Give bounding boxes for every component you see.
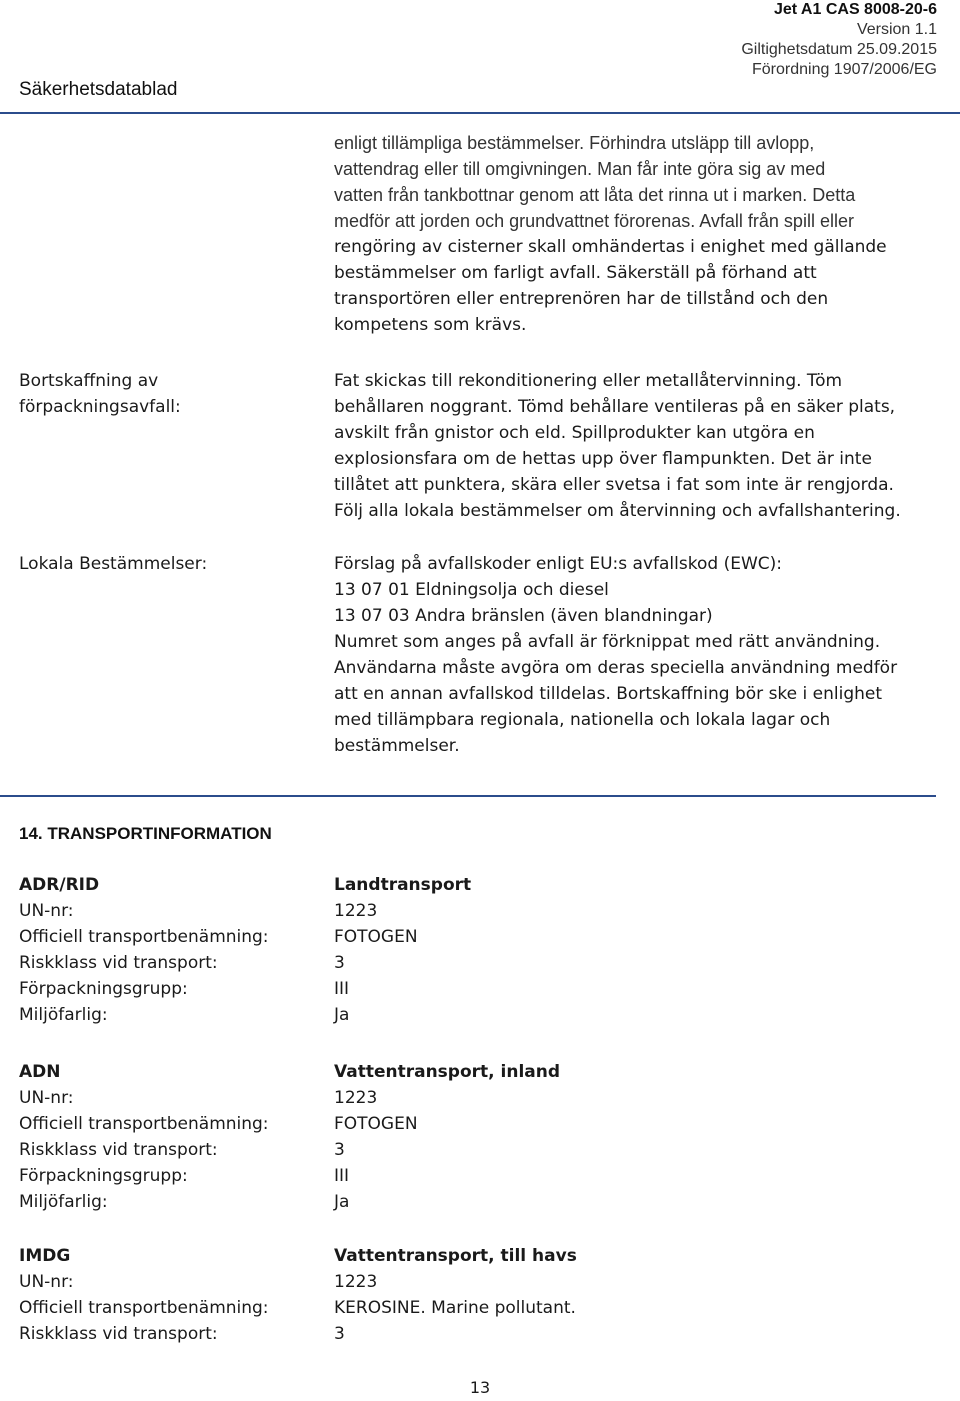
row-value: 3	[334, 1324, 345, 1344]
text-line: explosionsfara om de hettas upp över flampunkten. Det är inte	[334, 449, 872, 469]
row-value: 3	[334, 1140, 345, 1160]
text-line: enligt tillämpliga bestämmelser. Förhindra utsläpp till avlopp,	[334, 133, 815, 153]
info-row	[19, 924, 919, 950]
row-label: Officiell transportbenämning:	[19, 1114, 269, 1134]
row-value: 1223	[334, 1088, 378, 1108]
row-label: Riskklass vid transport:	[19, 1140, 218, 1160]
page-number: 13	[469, 1378, 491, 1397]
text-line: kompetens som krävs.	[334, 315, 527, 335]
section-title: 14. TRANSPORTINFORMATION	[19, 824, 272, 843]
text-line: medför att jorden och grundvattnet förorenas. Avfall från spill eller	[334, 211, 854, 231]
text-line: Följ alla lokala bestämmelser om återvinning och avfallshantering.	[334, 501, 901, 521]
block-code: ADN	[19, 1062, 61, 1082]
block-heading	[19, 1059, 919, 1085]
label-line: förpackningsavfall:	[19, 397, 181, 417]
block-heading	[19, 1243, 919, 1269]
text-line: vatten från tankbottnar genom att låta det rinna ut i marken. Detta	[334, 185, 856, 205]
local-regulations-text	[334, 551, 934, 759]
regulation-text: Förordning 1907/2006/EG	[751, 61, 937, 78]
info-row	[19, 1111, 919, 1137]
info-row	[19, 976, 919, 1002]
block-heading	[19, 872, 919, 898]
text-line: Fat skickas till rekonditionering eller metallåtervinning. Töm	[334, 371, 843, 391]
local-regulations-label	[19, 551, 319, 577]
row-label: Riskklass vid transport:	[19, 1324, 218, 1344]
row-label: Officiell transportbenämning:	[19, 1298, 269, 1318]
info-row	[19, 1295, 919, 1321]
info-row	[19, 1085, 919, 1111]
imdg-block	[19, 1243, 919, 1347]
row-label: Officiell transportbenämning:	[19, 927, 269, 947]
info-row	[19, 1321, 919, 1347]
row-value: Ja	[334, 1192, 350, 1212]
text-line: med tillämpbara regionala, nationella och lokala lagar och	[334, 710, 831, 730]
row-label: Miljöfarlig:	[19, 1192, 108, 1212]
info-row	[19, 1269, 919, 1295]
row-value: Ja	[334, 1005, 350, 1025]
product-name: Jet A1 CAS 8008-20-6	[773, 1, 937, 18]
section-divider	[0, 795, 936, 797]
text-line: vattendrag eller till omgivningen. Man får inte göra sig av med	[334, 159, 826, 179]
disposal-continued-text	[334, 130, 934, 338]
adr-rid-block	[19, 872, 919, 1028]
packaging-disposal-text	[334, 368, 934, 524]
row-value: III	[334, 979, 350, 999]
text-line: Numret som anges på avfall är förknippat med rätt användning.	[334, 632, 881, 652]
text-line: tillåtet att punktera, skära eller svetsa i fat som inte är rengjorda.	[334, 475, 894, 495]
text-line: Användarna måste avgöra om deras speciella användning medför	[334, 658, 898, 678]
row-label: UN-nr:	[19, 1272, 74, 1292]
row-label: Förpackningsgrupp:	[19, 1166, 188, 1186]
info-row	[19, 1163, 919, 1189]
info-row	[19, 1137, 919, 1163]
transport-mode: Landtransport	[334, 875, 472, 895]
row-label: UN-nr:	[19, 1088, 74, 1108]
transport-mode: Vattentransport, till havs	[334, 1246, 577, 1266]
label-line: Bortskaffning av	[19, 371, 159, 391]
text-line: Förslag på avfallskoder enligt EU:s avfallskod (EWC):	[334, 554, 782, 574]
row-value: 1223	[334, 1272, 378, 1292]
header-divider	[0, 112, 960, 114]
block-code: ADR/RID	[19, 875, 100, 895]
info-row	[19, 1189, 919, 1215]
packaging-disposal-label	[19, 368, 319, 420]
text-line: avskilt från gnistor och eld. Spillprodukter kan utgöra en	[334, 423, 815, 443]
version-text: Version 1.1	[856, 21, 937, 38]
validity-date: Giltighetsdatum 25.09.2015	[741, 41, 937, 58]
info-row	[19, 898, 919, 924]
row-value: 3	[334, 953, 345, 973]
text-line: rengöring av cisterner skall omhändertas i enighet med gällande	[334, 237, 887, 257]
adn-block	[19, 1059, 919, 1215]
text-line: att en annan avfallskod tilldelas. Bortskaffning bör ske i enlighet	[334, 684, 883, 704]
transport-mode: Vattentransport, inland	[334, 1062, 561, 1082]
row-label: Förpackningsgrupp:	[19, 979, 188, 999]
header-info	[741, 0, 937, 80]
label-line: Lokala Bestämmelser:	[19, 554, 208, 574]
block-code: IMDG	[19, 1246, 71, 1266]
text-line: 13 07 03 Andra bränslen (även blandningar)	[334, 606, 713, 626]
document-title: Säkerhetsdatablad	[19, 79, 178, 100]
row-label: UN-nr:	[19, 901, 74, 921]
text-line: bestämmelser.	[334, 736, 460, 756]
row-value: 1223	[334, 901, 378, 921]
row-value: III	[334, 1166, 350, 1186]
text-line: transportören eller entreprenören har de tillstånd och den	[334, 289, 829, 309]
text-line: 13 07 01 Eldningsolja och diesel	[334, 580, 609, 600]
info-row	[19, 950, 919, 976]
text-line: bestämmelser om farligt avfall. Säkerställ på förhand att	[334, 263, 817, 283]
row-value: FOTOGEN	[334, 927, 418, 947]
row-value: KEROSINE. Marine pollutant.	[334, 1298, 576, 1318]
text-line: behållaren noggrant. Tömd behållare ventileras på en säker plats,	[334, 397, 896, 417]
info-row	[19, 1002, 919, 1028]
row-value: FOTOGEN	[334, 1114, 418, 1134]
row-label: Miljöfarlig:	[19, 1005, 108, 1025]
row-label: Riskklass vid transport:	[19, 953, 218, 973]
